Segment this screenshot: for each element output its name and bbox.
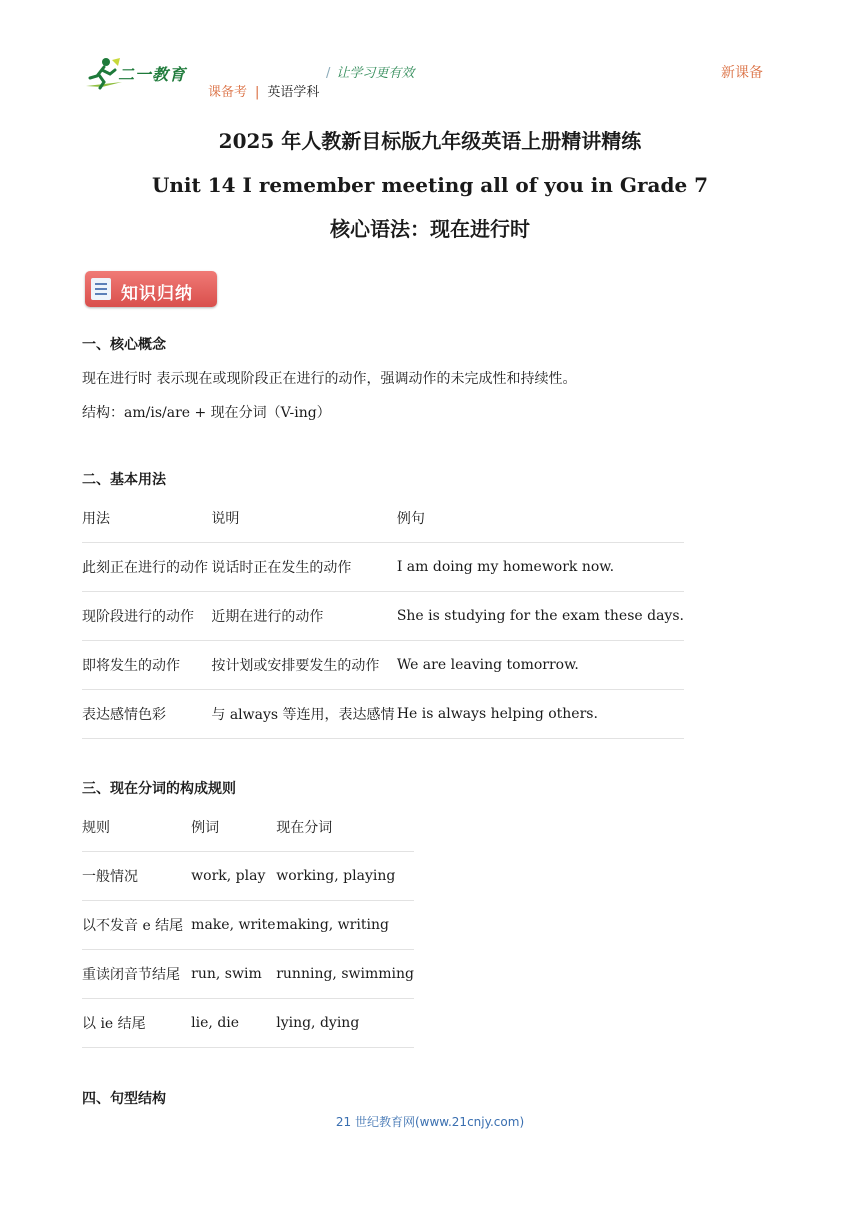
section-1-heading: 一、核心概念: [82, 337, 166, 353]
table-header-cell: 规则: [82, 803, 191, 852]
section-1-line-2: 结构：am/is/are + 现在分词（V-ing）: [82, 405, 331, 421]
table-cell: make, write: [191, 901, 276, 950]
logo-text: 二一教育: [118, 65, 187, 84]
badge-label: 知识归纳: [121, 284, 193, 304]
table-cell: lie, die: [191, 999, 276, 1048]
section-3-heading: 三、现在分词的构成规则: [82, 781, 236, 797]
sub-header-left: 课备考: [208, 85, 248, 100]
table-cell: 以不发音 e 结尾: [82, 901, 191, 950]
table-cell: 与 always 等连用，表达感情: [211, 690, 396, 739]
table-cell: running, swimming: [276, 950, 414, 999]
table-header-cell: 例词: [191, 803, 276, 852]
table-row: [82, 592, 684, 641]
table-cell: run, swim: [191, 950, 276, 999]
table-cell: work, play: [191, 852, 276, 901]
table-cell: We are leaving tomorrow.: [397, 641, 684, 690]
table-header-cell: 现在分词: [276, 803, 414, 852]
table-cell: 现阶段进行的动作: [82, 592, 211, 641]
table-cell: He is always helping others.: [397, 690, 684, 739]
slogan: / 让学习更有效: [326, 66, 415, 81]
table-cell: 近期在进行的动作: [211, 592, 396, 641]
section-4-heading: 四、句型结构: [82, 1091, 166, 1107]
table-cell: lying, dying: [276, 999, 414, 1048]
table-header-row: [82, 494, 684, 543]
table-row: [82, 543, 684, 592]
table-row: [82, 852, 414, 901]
footer-source[interactable]: 21 世纪教育网(www.21cnjy.com): [335, 1115, 525, 1129]
table-header-row: [82, 803, 414, 852]
sub-header-right: 英语学科: [267, 85, 320, 100]
table-row: [82, 950, 414, 999]
section-2-heading: 二、基本用法: [82, 472, 166, 488]
page-header: [0, 0, 860, 110]
table-cell: 重读闭音节结尾: [82, 950, 191, 999]
table-cell: 即将发生的动作: [82, 641, 211, 690]
knowledge-badge: [85, 271, 217, 307]
title-line-1: 2025 年人教新目标版九年级英语上册精讲精练: [218, 129, 642, 153]
table-row: [82, 690, 684, 739]
table-cell: 此刻正在进行的动作: [82, 543, 211, 592]
table-cell: I am doing my homework now.: [397, 543, 684, 592]
table-cell: 一般情况: [82, 852, 191, 901]
book-icon: [91, 278, 111, 300]
table-cell: 按计划或安排要发生的动作: [211, 641, 396, 690]
table-header-cell: 用法: [82, 494, 211, 543]
table-header-cell: 例句: [397, 494, 684, 543]
table-cell: She is studying for the exam these days.: [397, 592, 684, 641]
table-cell: 以 ie 结尾: [82, 999, 191, 1048]
participle-rules-table: [82, 803, 414, 1048]
section-1-line-1: 现在进行时 表示现在或现阶段正在进行的动作，强调动作的未完成性和持续性。: [82, 371, 577, 387]
usage-table: [82, 494, 684, 739]
table-cell: 表达感情色彩: [82, 690, 211, 739]
slogan-text: 让学习更有效: [336, 66, 415, 81]
table-cell: 说话时正在发生的动作: [211, 543, 396, 592]
table-cell: working, playing: [276, 852, 414, 901]
table-row: [82, 999, 414, 1048]
table-header-cell: 说明: [211, 494, 396, 543]
title-line-3: 核心语法：现在进行时: [330, 217, 530, 241]
title-line-2: Unit 14 I remember meeting all of you in Grade 7: [151, 173, 709, 197]
table-row: [82, 901, 414, 950]
sub-header: 课备考 | 英语学科: [208, 85, 320, 100]
table-cell: making, writing: [276, 901, 414, 950]
document-titles: [0, 130, 860, 262]
table-row: [82, 641, 684, 690]
course-tag: 新课备: [721, 65, 763, 81]
